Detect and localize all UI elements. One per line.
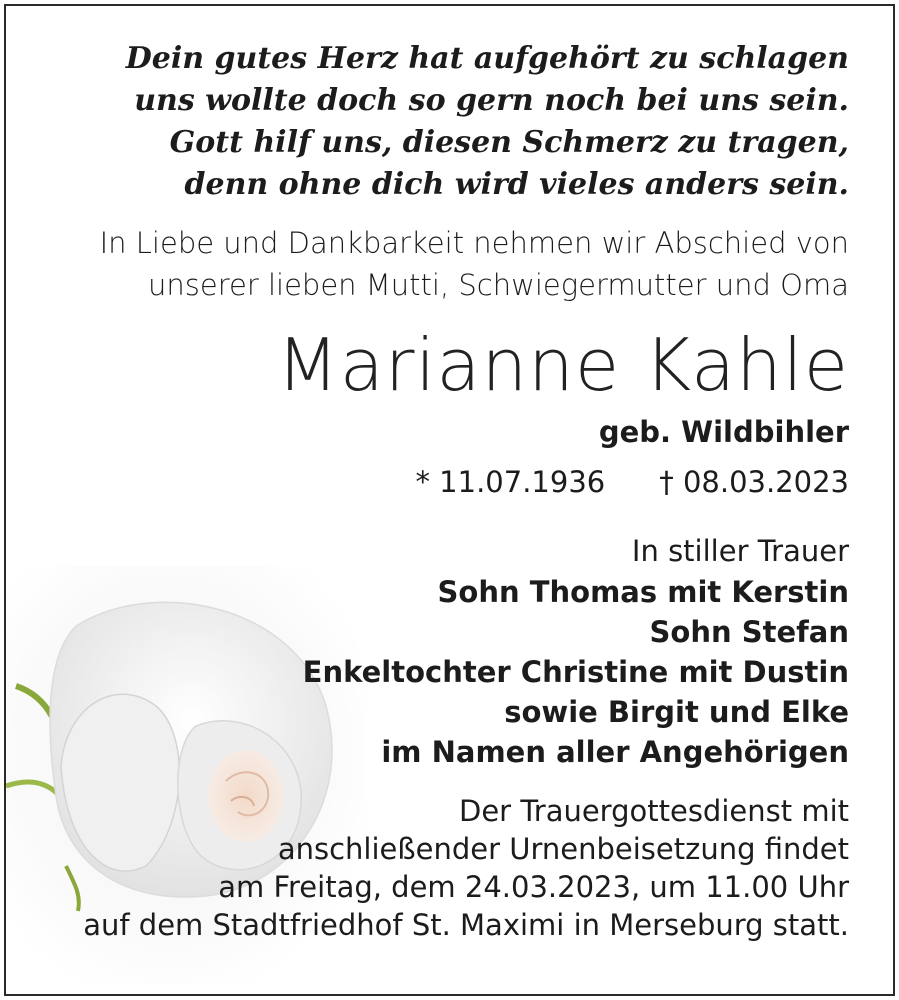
mourning-lead: In stiller Trauer (631, 534, 849, 568)
obituary-content (49, 6, 849, 944)
service-line: auf dem Stadtfriedhof St. Maximi in Merseburg statt. (83, 908, 849, 942)
mourners-block (49, 530, 849, 772)
verse-line: denn ohne dich wird vieles anders sein. (184, 167, 849, 202)
verse-line: Gott hilf uns, diesen Schmerz zu tragen, (169, 125, 849, 160)
memorial-verse (49, 38, 849, 206)
funeral-service-info (49, 792, 849, 944)
life-dates (49, 462, 849, 502)
mourner-line: sowie Birgit und Elke (504, 695, 849, 729)
maiden-name: geb. Wildbihler (598, 415, 849, 449)
service-line: am Freitag, dem 24.03.2023, um 11.00 Uhr (218, 870, 849, 904)
obituary-frame (4, 4, 895, 996)
intro-line: In Liebe und Dankbarkeit nehmen wir Abschied von (99, 226, 849, 260)
mourner-line: im Namen aller Angehörigen (381, 735, 849, 769)
service-line: anschließender Urnenbeisetzung findet (277, 832, 849, 866)
verse-line: uns wollte doch so gern noch bei uns sein. (134, 83, 849, 118)
deceased-name: Marianne Kahle (276, 323, 849, 407)
verse-line: Dein gutes Herz hat aufgehört zu schlagen (125, 41, 849, 76)
mourner-line: Sohn Thomas mit Kerstin (437, 575, 849, 609)
birth-date: * 11.07.1936 (415, 465, 606, 499)
mourner-line: Sohn Stefan (649, 615, 849, 649)
mourner-line: Enkeltochter Christine mit Dustin (302, 655, 849, 689)
death-date: † 08.03.2023 (659, 465, 849, 499)
farewell-intro (49, 222, 849, 306)
intro-line: unserer lieben Mutti, Schwiegermutter und Oma (147, 268, 849, 302)
service-line: Der Trauergottesdienst mit (459, 794, 849, 828)
